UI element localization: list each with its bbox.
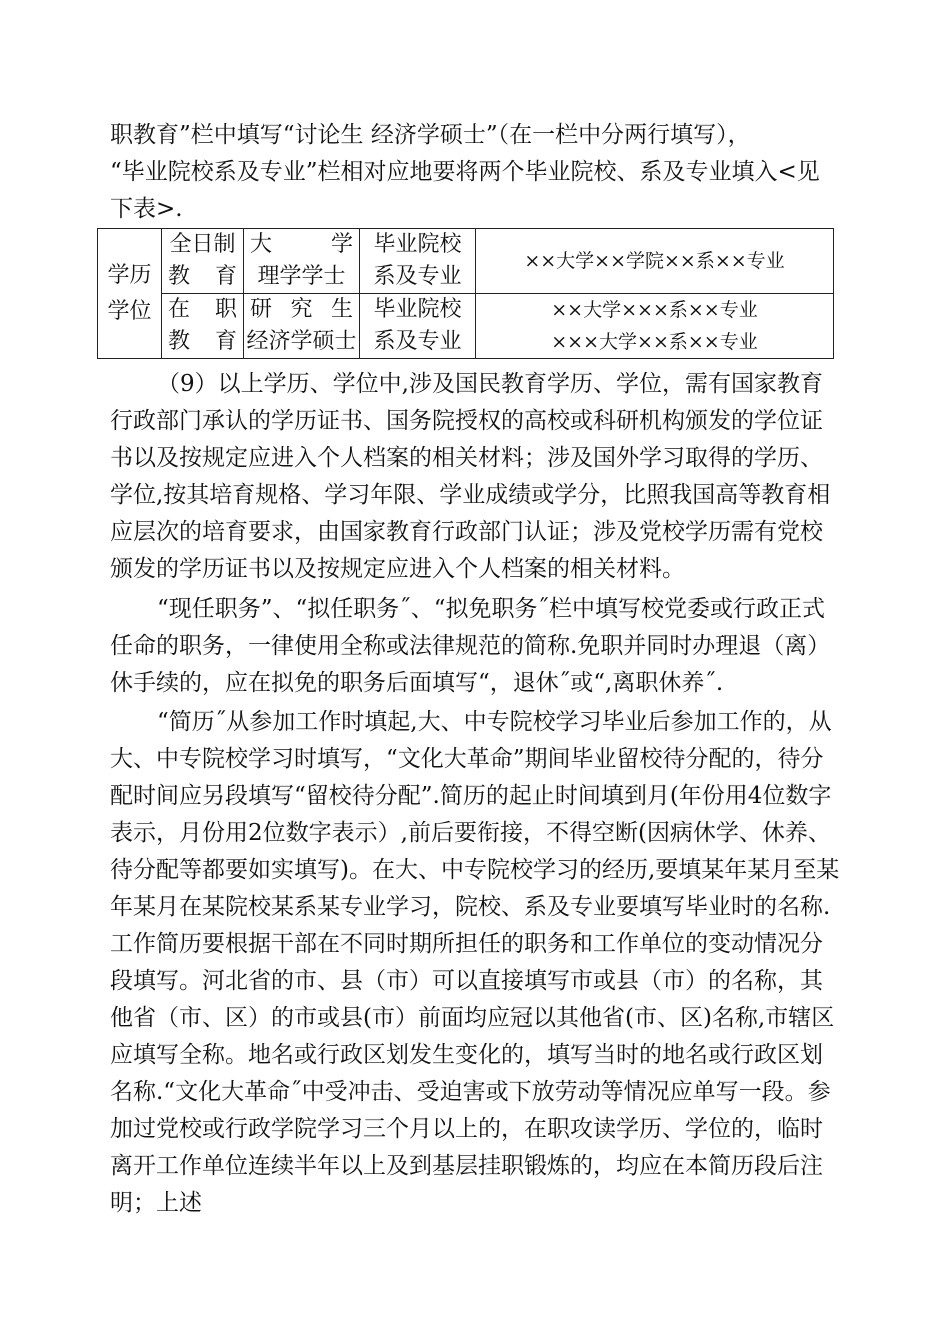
education-type-line-1: 在 职 bbox=[168, 297, 237, 322]
degree-table bbox=[97, 228, 834, 359]
school-label-cell bbox=[360, 294, 476, 359]
education-type-line-1: 全日制 bbox=[169, 232, 236, 257]
school-label-line-1: 毕业院校 bbox=[373, 297, 462, 322]
degree-cell bbox=[244, 229, 360, 294]
degree-line-2: 理学学士 bbox=[257, 264, 346, 289]
education-type-cell bbox=[162, 229, 244, 294]
education-type-line-2: 教 育 bbox=[168, 329, 237, 354]
intro-line-1: 职教育”栏中填写“讨论生 经济学硕士”（在一栏中分两行填写）， bbox=[110, 122, 751, 148]
education-type-cell bbox=[162, 294, 244, 359]
school-label-line-2: 系及专业 bbox=[373, 329, 462, 354]
degree-line-2: 经济学硕士 bbox=[246, 329, 357, 354]
school-value-cell bbox=[476, 229, 834, 294]
row-header-cell bbox=[98, 229, 162, 359]
intro-text bbox=[110, 117, 842, 228]
degree-cell bbox=[244, 294, 360, 359]
school-value-cell bbox=[476, 294, 834, 359]
school-label-line-2: 系及专业 bbox=[373, 264, 462, 289]
row-header-line-2: 学位 bbox=[107, 298, 152, 324]
paragraph-resume: “简历˝从参加工作时填起,大、中专院校学习毕业后参加工作的，从大、中专院校学习时填写，“文化大革命”期间毕业留校待分配的，待分配时间应另段填写“留校待分配”.简历的起止时间填到月(年份用4位数字表示，月份用2位数字表示）,前后要衔接，不得空断(因病休学、休养、待分配等都要如实填写)。在大、中专院校学习的经历,要填某年某月至某年某月在某院校某系某专业学习，院校、系及专业要填写毕业时的名称.工作简历要根据干部在不同时期所担任的职务和工作单位的变动情况分段填写。河北省的市、县（市）可以直接填写市或县（市）的名称，其他省（市、区）的市或县(市）前面均应冠以其他省(市、区)名称,市辖区应填写全称。地名或行政区划发生变化的，填写当时的地名或行政区划名称.“文化大革命˝中受冲击、受迫害或下放劳动等情况应单写一段。参加过党校或行政学院学习三个月以上的，在职攻读学历、学位的，临时离开工作单位连续半年以上及到基层挂职锻炼的，均应在本简历段后注明；上述 bbox=[110, 709, 840, 1216]
school-value-line-1: ××大学×××系××专业 bbox=[551, 299, 758, 321]
table-row bbox=[98, 294, 834, 359]
intro-line-3: 下表>. bbox=[110, 196, 183, 222]
education-type-line-2: 教 育 bbox=[168, 264, 237, 289]
degree-line-1: 研 究 生 bbox=[250, 297, 353, 322]
school-value-line-2: ×××大学××系××专业 bbox=[551, 331, 758, 353]
paragraph-positions: “现任职务”、“拟任职务˝、“拟免职务˝栏中填写校党委或行政正式任命的职务，一律使用全称或法律规范的简称.免职并同时办理退（离）休手续的，应在拟免的职务后面填写“，退休˝或“,离职休养˝. bbox=[110, 596, 831, 696]
paragraph-education-verification: （9）以上学历、学位中,涉及国民教育学历、学位，需有国家教育行政部门承认的学历证书、国务院授权的高校或科研机构颁发的学位证书以及按规定应进入个人档案的相关材料；涉及国外学习取得的学历、学位,按其培育规格、学习年限、学业成绩或学分，比照我国高等教育相应层次的培育要求，由国家教育行政部门认证；涉及党校学历需有党校颁发的学历证书以及按规定应进入个人档案的相关材料。 bbox=[110, 371, 831, 582]
school-label-line-1: 毕业院校 bbox=[373, 232, 462, 257]
school-value-line-1: ××大学××学院××系××专业 bbox=[524, 250, 785, 272]
table-row bbox=[98, 229, 834, 294]
degree-line-1: 大 学 bbox=[250, 232, 353, 257]
row-header-line-1: 学历 bbox=[107, 262, 152, 288]
intro-line-2: “毕业院校系及专业”栏相对应地要将两个毕业院校、系及专业填入<见 bbox=[110, 159, 820, 185]
school-label-cell bbox=[360, 229, 476, 294]
